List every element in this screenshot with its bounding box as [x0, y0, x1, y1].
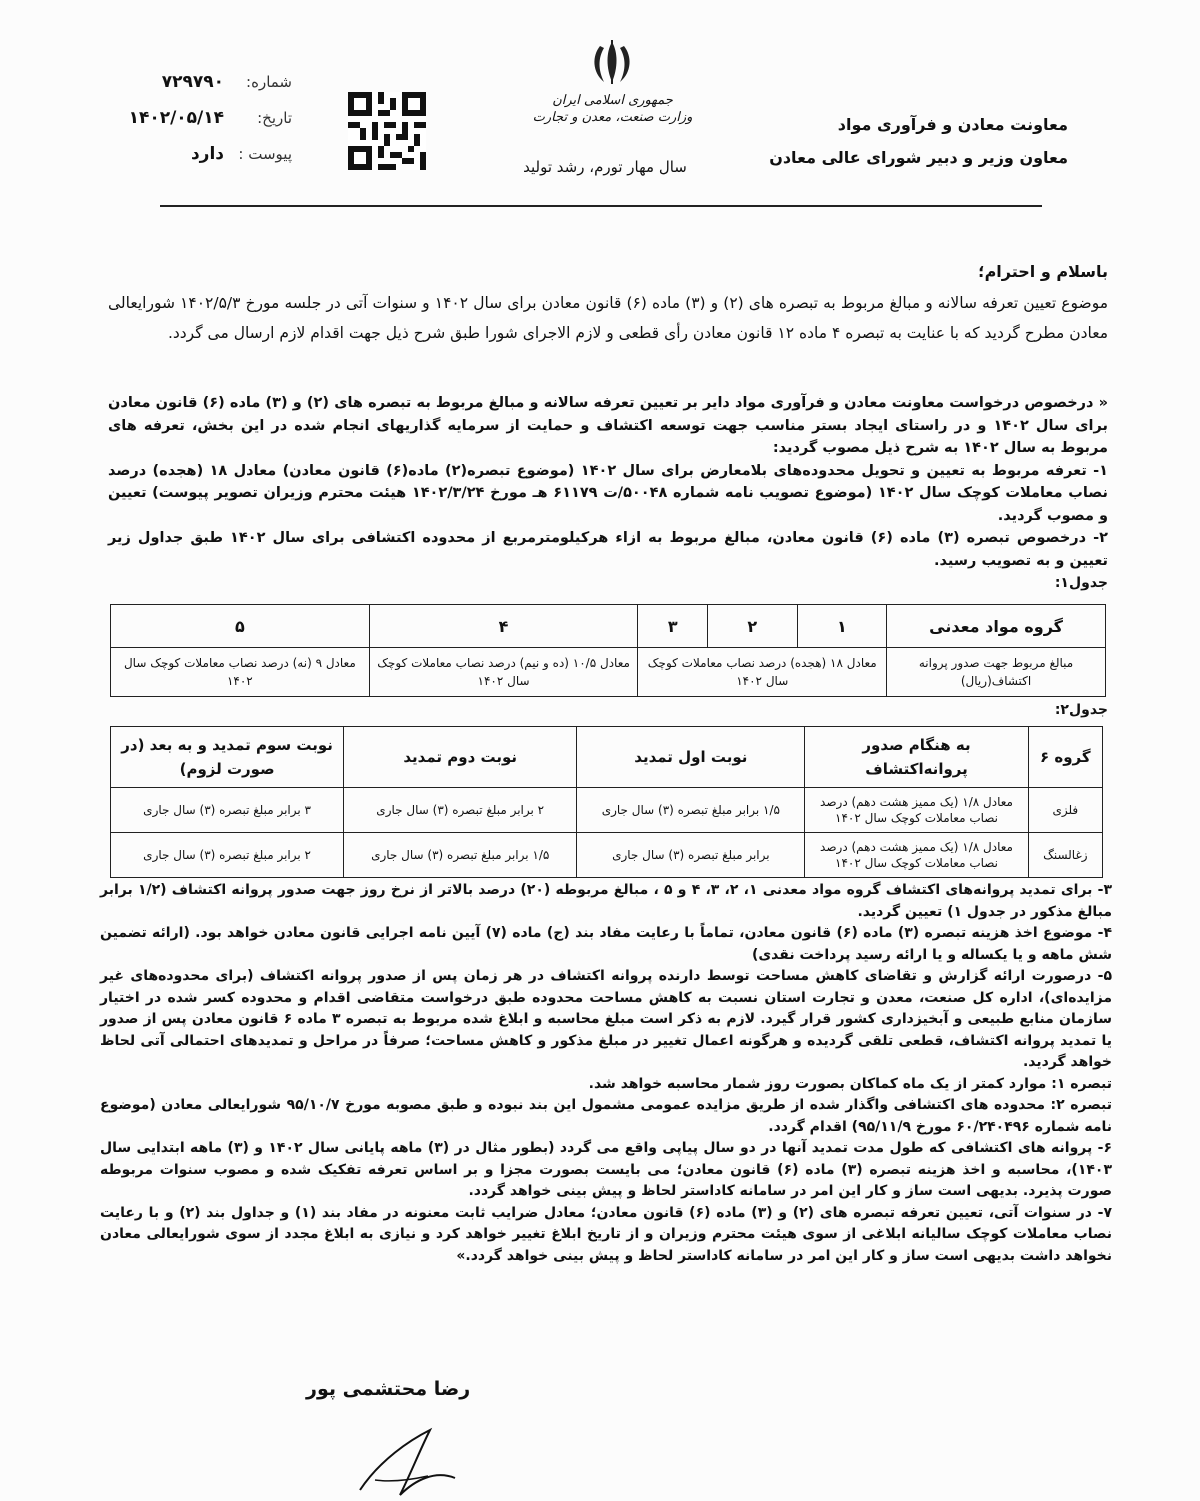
table-cell: ۲ برابر مبلغ تبصره (۳) سال جاری [111, 833, 344, 878]
signature-icon [340, 1420, 470, 1500]
table-cell: ۱/۵ برابر مبلغ تبصره (۳) سال جاری [577, 788, 805, 833]
table-row [111, 605, 1106, 648]
item-6: ۶- پروانه های اکتشافی که طول مدت تمدید آنها در دو سال پیاپی واقع می گردد (بطور مثال در (۳) ماهه پایانی سال ۱۴۰۲ و (۳) ماهه ابتدایی سال ۱۴۰۳)، محاسبه و اخذ هزینه تبصره (۳) ماده (۶) قانون معادن؛ می بایست بصورت مجزا و بر اساس تعرفه تفکیک شده و مصوب سنوات مربوطه صورت پذیرد. بدیهی است ساز و کار این امر در سامانه کاداستر لحاظ و پیش بینی خواهد گردد. [100, 1140, 1112, 1199]
table2-header-first: نوبت اول تمدید [577, 727, 805, 788]
signer-name: رضا محتشمی پور [306, 1378, 471, 1400]
department-line1: معاونت معادن و فرآوری مواد [837, 115, 1068, 134]
item-2: ۲- درخصوص تبصره (۳) ماده (۶) قانون معادن، مبالغ مربوط به ازاء هرکیلومترمربع از محدوده اکتشافی برای سال ۱۴۰۲ طبق جداول زیر تعیین و به تصویب رسید. [108, 530, 1108, 569]
table-cell: معادل ۱/۸ (یک ممیز هشت دهم) درصد نصاب معاملات کوچک سال ۱۴۰۲ [805, 788, 1028, 833]
department-block [708, 108, 1068, 174]
table-cell: فلزی [1028, 788, 1102, 833]
intro-paragraph: موضوع تعیین تعرفه سالانه و مبالغ مربوط به تبصره های (۲) و (۳) ماده (۶) قانون معادن برای سال ۱۴۰۲ و سنوات آتی در جلسه مورخ ۱۴۰۲/۵/۳ شورایعالی معادن مطرح گردید که با عنایت به تبصره ۴ ماده ۱۲ قانون معادن رأی قطعی و لازم الاجرای شورا طبق شرح ذیل جهت اقدام لازم ارسال می گردد. [108, 294, 1109, 342]
department-line2: معاون وزیر و دبیر شورای عالی معادن [769, 148, 1068, 167]
meta-number [112, 64, 292, 100]
table1-group-3: ۳ [638, 605, 708, 648]
qr-code-icon [348, 92, 426, 170]
table1-caption: جدول۱: [1054, 575, 1108, 591]
date-label: تاریخ: [257, 109, 292, 127]
table-row [111, 727, 1103, 788]
table2-header-issue: به هنگام صدور پروانه‌اکتشاف [805, 727, 1028, 788]
table1-row-label: مبالغ مربوط جهت صدور پروانه اکتشاف(ریال) [887, 648, 1106, 697]
note-2: تبصره ۲: محدوده های اکتشافی واگذار شده از طریق مزایده عمومی مشمول این بند نبوده و طبق مصوبه مورخ ۹۵/۱۰/۷ شورایعالی معادن (موضوع نامه شماره ۶۰/۲۴۰۴۹۶ مورخ ۹۵/۱۱/۹) اقدام گردد. [100, 1097, 1113, 1135]
table-cell: برابر مبلغ تبصره (۳) سال جاری [577, 833, 805, 878]
item-4: ۴- موضوع اخذ هزینه تبصره (۳) ماده (۶) قانون معادن، تماماً با رعایت مفاد بند (ج) ماده (۷) آیین نامه اجرایی قانون معادن خواهد بود. (ارائه تضمین شش ماهه و یا یکساله و یا ارائه رسید پرداخت نقدی) [100, 925, 1112, 963]
table-cell: ۲ برابر مبلغ تبصره (۳) سال جاری [344, 788, 577, 833]
number-label: شماره: [246, 73, 292, 91]
table1-group-4: ۴ [369, 605, 638, 648]
header-divider [160, 205, 1042, 207]
resolution-block [108, 392, 1108, 595]
table1-group-1: ۱ [797, 605, 887, 648]
letter-meta [112, 64, 292, 172]
attachment-value: دارد [190, 144, 224, 164]
table-cell: زغالسنگ [1028, 833, 1102, 878]
date-value: ۱۴۰۲/۰۵/۱۴ [128, 108, 224, 128]
items-block [100, 880, 1112, 1267]
table1-value-4: معادل ۱۰/۵ (ده و نیم) درصد نصاب معاملات کوچک سال ۱۴۰۲ [369, 648, 638, 697]
item-5: ۵- درصورت ارائه گزارش و تقاضای کاهش مساحت توسط دارنده پروانه اکتشاف در هر زمان پس از صدور پروانه اکتشاف (برای محدوده‌های غیر مزایده‌ای)، اداره کل صنعت، معدن و تجارت استان نسبت به کاهش مساحت محدوده طبق درخواست متقاضی اقدام و محدوده کسر شده در اختیار سازمان منابع طبیعی و آبخیزداری کشور قرار گیرد. لازم به ذکر است مبلغ محاسبه و ابلاغ شده مربوط به تبصره ۳ ماده ۶ قانون معادن پس از صدور یا تمدید پروانه اکتشاف، قطعی تلقی گردیده و هرگونه اعمال تغییر در مبلغ مذکور و کاهش مساحت؛ صرفاً در مراحل و تمدیدهای احتمالی آتی لحاظ خواهد گردید. [100, 968, 1113, 1070]
meta-attachment [112, 136, 292, 172]
table-row [111, 648, 1106, 697]
table-cell: ۱/۵ برابر مبلغ تبصره (۳) سال جاری [344, 833, 577, 878]
table2-header-third: نوبت سوم تمدید و به بعد (در صورت لزوم) [111, 727, 344, 788]
note-1: تبصره ۱: موارد کمتر از یک ماه کماکان بصورت روز شمار محاسبه خواهد شد. [588, 1075, 1112, 1092]
item-3: ۳- برای تمدید پروانه‌های اکتشاف گروه مواد معدنی ۱، ۲، ۳، ۴ و ۵ ، مبالغ مربوطه (۲۰) درصد بالاتر از نرخ روز جهت صدور پروانه اکتشاف (۱/۲ برابر مبالغ مذکور در جدول ۱) تعیین گردید. [100, 882, 1113, 920]
ministry-line2: وزارت صنعت، معدن و تجارت [532, 110, 693, 125]
emblem-icon [582, 38, 642, 86]
table-row [111, 788, 1103, 833]
table-cell: معادل ۱/۸ (یک ممیز هشت دهم) درصد نصاب معاملات کوچک سال ۱۴۰۲ [805, 833, 1028, 878]
ministry-line1: جمهوری اسلامی ایران [552, 93, 673, 108]
table1-group-2: ۲ [708, 605, 798, 648]
table-1 [110, 604, 1106, 697]
ministry-name [525, 92, 700, 126]
meta-date [112, 100, 292, 136]
item-1: ۱- تعرفه مربوط به تعیین و تحویل محدوده‌های بلامعارض برای سال ۱۴۰۲ (موضوع تبصره(۲) ماده(۶) قانون معادن) معادل ۱۸ (هجده) درصد نصاب معاملات کوچک سال ۱۴۰۲ (موضوع تصویب نامه شماره ۵۰۰۴۸/ت ۶۱۱۷۹ هـ مورخ ۱۴۰۲/۳/۲۴ هیئت محترم وزیران تصویر پیوست) تعیین و مصوب گردید. [108, 462, 1108, 524]
table-row [111, 833, 1103, 878]
table1-group-header: گروه مواد معدنی [887, 605, 1106, 648]
table1-value-123: معادل ۱۸ (هجده) درصد نصاب معاملات کوچک سال ۱۴۰۲ [638, 648, 887, 697]
table-cell: ۳ برابر مبلغ تبصره (۳) سال جاری [111, 788, 344, 833]
item-7: ۷- در سنوات آتی، تعیین تعرفه تبصره های (۲) و (۳) ماده (۶) قانون معادن؛ معادل ضرایب ثابت معنونه در مفاد بند (۱) و جداول بند (۲) و با رعایت نصاب معاملات کوچک سالیانه ابلاغی از سوی هیئت محترم وزیران و از تاریخ ابلاغ تغییر خواهد کرد و نیازی به ابلاغ مجدد از سوی شورایعالی معادن نخواهد داشت بدیهی است ساز و کار این امر در سامانه کاداستر لحاظ و پیش بینی خواهد گردد.» [100, 1204, 1113, 1264]
number-value: ۷۲۹۷۹۰ [161, 72, 224, 92]
salutation: باسلام و احترام؛ [978, 262, 1108, 281]
table-2 [110, 726, 1103, 878]
table1-group-5: ۵ [111, 605, 370, 648]
table2-header-group: گروه ۶ [1028, 727, 1102, 788]
table1-value-5: معادل ۹ (نه) درصد نصاب معاملات کوچک سال ۱۴۰۲ [111, 648, 370, 697]
table2-caption: جدول۲: [1054, 702, 1108, 718]
year-slogan: سال مهار تورم، رشد تولید [523, 158, 687, 176]
table2-header-second: نوبت دوم تمدید [344, 727, 577, 788]
attachment-label: پیوست : [238, 145, 292, 163]
resolution-intro: « درخصوص درخواست معاونت معادن و فرآوری مواد دایر بر تعیین تعرفه سالانه و مبالغ مربوط به تبصره های (۲) و (۳) ماده (۶) قانون معادن برای سال ۱۴۰۲ و در راستای ایجاد بستر مناسب جهت توسعه اکتشاف و حمایت از سرمایه گذاریهای انجام شده در این بخش، تعرفه های مربوط به سال ۱۴۰۲ به شرح ذیل مصوب گردید: [108, 395, 1108, 456]
